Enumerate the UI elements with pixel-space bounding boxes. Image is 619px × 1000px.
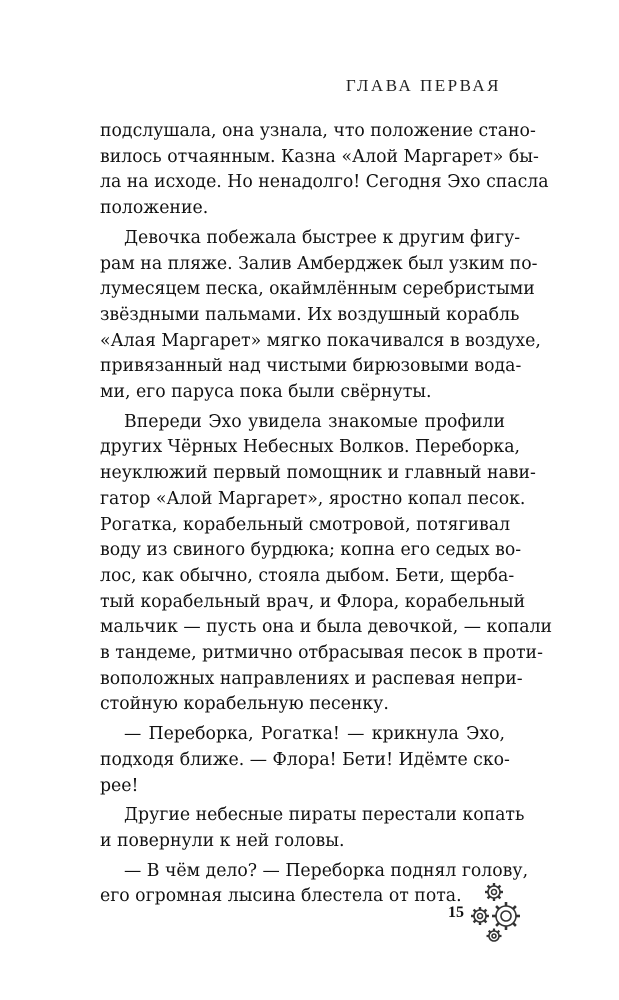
text-line: Рогатка, корабельный смотровой, потягивал [100, 514, 511, 535]
text-line: подходя ближе. — Флора! Бети! Идёмте ско- [100, 749, 510, 770]
text-line: стойную корабельную песенку. [100, 694, 389, 715]
text-line: лос, как обычно, стояла дыбом. Бети, щерба- [100, 565, 515, 586]
text-line: Впереди Эхо увидела знакомые профили [124, 411, 505, 432]
text-line: вилось отчаянным. Казна «Алой Маргарет» бы- [100, 146, 539, 167]
paragraph [100, 722, 510, 799]
text-line: положение. [100, 198, 209, 219]
text-line: Другие небесные пираты перестали копать [124, 805, 525, 826]
text-line: привязанный над чистыми бирюзовыми вода- [100, 356, 522, 377]
body-text [100, 119, 553, 914]
text-line: звёздными пальмами. Их воздушный корабль [100, 304, 520, 325]
text-line: его огромная лысина блестела от пота. [100, 886, 462, 907]
paragraph [100, 803, 525, 854]
page-number: 15 [448, 904, 464, 921]
text-line: рее! [100, 775, 139, 796]
text-line: воположных направлениях и распевая непри- [100, 668, 523, 689]
paragraph [100, 410, 553, 718]
text-line: воду из свиного бурдюка; копна его седых во- [100, 540, 522, 561]
gears-ornament-icon [470, 880, 526, 944]
text-line: тый корабельный врач, и Флора, корабельный [100, 591, 526, 612]
page-footer [446, 880, 526, 950]
text-line: неуклюжий первый помощник и главный нави- [100, 463, 536, 484]
text-line: ми, его паруса пока были свёрнуты. [100, 382, 432, 403]
text-line: подслушала, она узнала, что положение стано- [100, 121, 536, 141]
paragraph [100, 119, 549, 222]
text-line: ла на исходе. Но ненадолго! Сегодня Эхо спасла [100, 172, 549, 193]
text-line: в тандеме, ритмично отбрасывая песок в проти- [100, 643, 543, 664]
text-line: и повернули к ней головы. [100, 830, 345, 851]
text-line: мальчик — пусть она и была девочкой, — копали [100, 617, 553, 638]
text-line: других Чёрных Небесных Волков. Переборка, [100, 437, 521, 458]
text-line: лумесяцем песка, окаймлённым серебристыми [100, 279, 535, 300]
paragraph [100, 859, 529, 910]
text-line: Девочка побежала быстрее к другим фигу- [124, 227, 521, 248]
text-line: гатор «Алой Маргарет», яростно копал песок. [100, 488, 526, 509]
text-line: — В чём дело? — Переборка поднял голову, [124, 860, 529, 881]
text-line: — Переборка, Рогатка! — крикнула Эхо, [124, 724, 505, 745]
paragraph [100, 226, 541, 406]
text-line: рам на пляже. Залив Амберджек был узким по- [100, 253, 538, 274]
text-line: «Алая Маргарет» мягко покачивался в воздухе, [100, 330, 541, 351]
chapter-header: ГЛАВА ПЕРВАЯ [345, 76, 501, 95]
